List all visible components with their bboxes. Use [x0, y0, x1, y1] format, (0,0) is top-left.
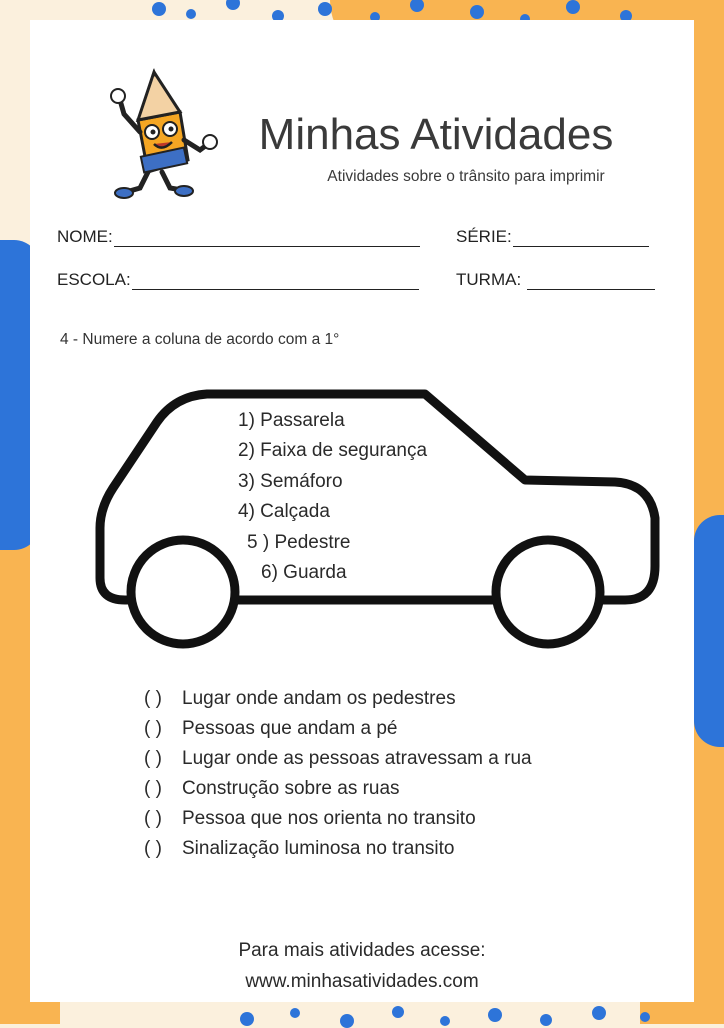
answer-row-2[interactable] — [144, 718, 398, 740]
answer-row-4[interactable] — [144, 778, 400, 800]
answer-blank[interactable]: ( ) — [144, 778, 162, 799]
footer-link[interactable]: www.minhasatividades.com — [245, 971, 479, 992]
option-6: 6) Guarda — [261, 562, 347, 583]
option-5: 5 ) Pedestre — [247, 532, 351, 553]
answer-text: Lugar onde as pessoas atravessam a rua — [182, 748, 532, 769]
answer-blank[interactable]: ( ) — [144, 748, 162, 769]
school-label: ESCOLA: — [57, 270, 131, 289]
answer-text: Sinalização luminosa no transito — [182, 838, 455, 859]
option-3: 3) Semáforo — [238, 471, 343, 492]
grade-field[interactable] — [456, 225, 649, 247]
class-label: TURMA: — [456, 270, 522, 289]
name-field[interactable] — [57, 225, 420, 247]
name-line[interactable] — [114, 228, 420, 247]
page-title: Minhas Atividades — [258, 110, 614, 159]
pencil-mascot-icon — [96, 60, 224, 205]
grade-label: SÉRIE: — [456, 227, 512, 246]
option-1: 1) Passarela — [238, 410, 345, 431]
answer-blank[interactable]: ( ) — [144, 808, 162, 829]
blue-side-shape-right — [694, 515, 724, 747]
school-line[interactable] — [132, 271, 419, 290]
car-outline-icon — [95, 388, 660, 650]
name-label: NOME: — [57, 227, 113, 246]
grade-line[interactable] — [513, 228, 649, 247]
answer-row-3[interactable] — [144, 748, 532, 770]
answer-blank[interactable]: ( ) — [144, 718, 162, 739]
answer-text: Pessoas que andam a pé — [182, 718, 398, 739]
answer-blank[interactable]: ( ) — [144, 688, 162, 709]
answer-text: Pessoa que nos orienta no transito — [182, 808, 476, 829]
class-field[interactable] — [456, 268, 655, 290]
question-text: 4 - Numere a coluna de acordo com a 1° — [60, 331, 340, 348]
answer-row-5[interactable] — [144, 808, 476, 830]
option-2: 2) Faixa de segurança — [238, 440, 428, 461]
option-4: 4) Calçada — [238, 501, 330, 522]
footer-text: Para mais atividades acesse: — [238, 940, 486, 961]
answer-text: Lugar onde andam os pedestres — [182, 688, 456, 709]
answer-row-6[interactable] — [144, 838, 455, 860]
class-line[interactable] — [527, 271, 655, 290]
answer-blank[interactable]: ( ) — [144, 838, 162, 859]
answer-row-1[interactable] — [144, 688, 456, 710]
school-field[interactable] — [57, 268, 419, 290]
page-subtitle: Atividades sobre o trânsito para imprimir — [327, 168, 605, 185]
answer-text: Construção sobre as ruas — [182, 778, 400, 799]
